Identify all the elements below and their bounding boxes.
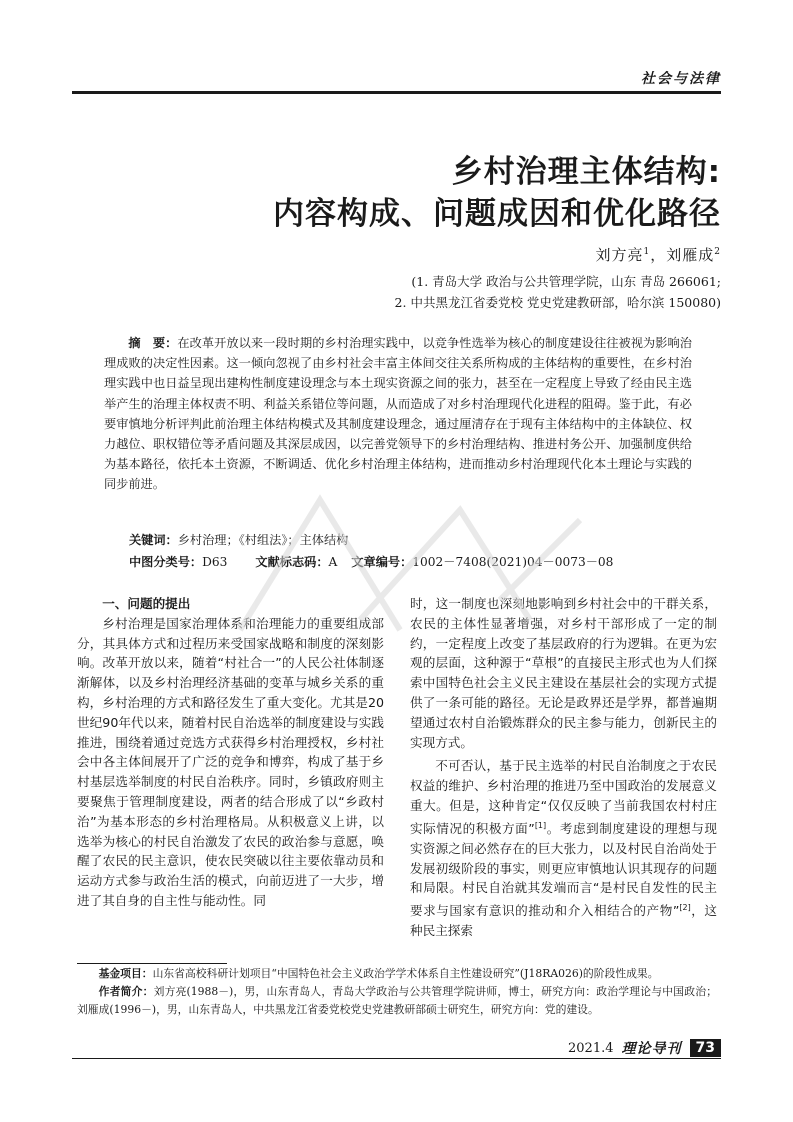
author-2: 刘雁成 [666,246,715,264]
doc-code-value: A [328,555,338,569]
body-paragraph: 乡村治理是国家治理体系和治理能力的重要组成部分，其具体方式和过程历来受国家战略和制度的深刻影响。改革开放以来，随着“村社合一”的人民公社体制逐渐解体，以及乡村治理经济基础的变革与城乡关系的重构，乡村治理的方式和路径发生了重大变化。尤其是20世纪90年代以来，随着村民自治选举的制度建设与实践推进，围绕着通过竞选方式获得乡村治理授权，乡村社会中各主体间展开了广泛的竞争和博弈，构成了基于乡村基层选举制度的村民自治秩序。同时，乡镇政府则主要聚焦于管理制度建设，两者的结合形成了以“乡政村治”为基本形态的乡村治理格局。从积极意义上讲，以选举为核心的村民自治激发了农民的政治参与意愿，唤醒了农民的民主意识，使农民突破以往主要依靠动员和运动方式参与政治生活的模式，向前迈进了一大步，增进了其自身的自主性与能动性。同 [77,615,384,908]
clc-label: 中图分类号： [129,555,203,569]
body-column-left [77,594,384,911]
abstract-text: 在改革开放以来一段时期的乡村治理实践中，以竞争性选举为核心的制度建设往往被视为影响治理成败的决定性因素。这一倾向忽视了由乡村社会丰富主体间交往关系所构成的主体结构的重要性，在乡村治理实践中也日益呈现出建构性制度建设理念与本土现实资源之间的张力，甚至在一定程度上导致了经由民主选举产生的治理主体权责不明、利益关系错位等问题，从而造成了对乡村治理现代化进程的阻碍。鉴于此，有必要审慎地分析评判此前治理主体结构模式及其制度建设理念，通过厘清存在于现有主体结构中的主体缺位、权力越位、职权错位等矛盾问题及其深层成因，以完善党领导下的乡村治理结构、推进村务公开、加强制度供给为基本路径，依托本土资源，不断调适、优化乡村治理主体结构，进而推动乡村治理现代化本土理论与实践的同步前进。 [104,336,692,492]
fund-label: 基金项目： [98,967,153,980]
page-footer [568,1038,721,1058]
abstract-label: 摘 要： [128,336,178,350]
fund-note [77,965,717,983]
classification-line [129,553,613,570]
page-number: 73 [690,1039,721,1057]
keywords [129,531,348,548]
footnotes [77,965,717,1019]
body-text: 不可否认，基于民主选举的村民自治制度之于农民权益的维护、乡村治理的推进乃至中国政治的发展意义重大。但是，这种肯定“仅仅反映了当前我国农村村庄实际情况的积极方面” [410,758,717,836]
author-bio-text: 刘方亮(1988－)，男，山东青岛人，青岛大学政治与公共管理学院讲师，博士，研究方向：政治学理论与中国政治；刘雁成(1996－)，男，山东青岛人，中共黑龙江省委党校党史党建教研部硕士研究生，研究方向：党的建设。 [77,985,718,1016]
citation-ref: [1] [534,820,547,830]
footnote-rule [77,963,227,964]
doc-code-label: 文献标志码： [255,555,329,569]
clc-value: D63 [202,555,228,569]
author-bio-note [77,983,717,1019]
abstract [104,333,692,495]
affiliation-1: (1. 青岛大学 政治与公共管理学院，山东 青岛 266061; [411,274,721,289]
issue-date: 2021.4 [568,1040,614,1056]
body-paragraph: 时，这一制度也深刻地影响到乡村社会中的干群关系，农民的主体性显著增强，对乡村干部形成了一定的制约，一定程度上改变了基层政府的行为逻辑。在更为宏观的层面，这种源于“草根”的直接民主形式也为人们探索中国特色社会主义民主建设在基层社会的实现方式提供了一条可能的路径。无论是政界还是学界，都普遍期望通过农村自治锻炼群众的民主参与能力，创新民主的实现方式。 [410,596,717,750]
section-heading: 一、问题的提出 [102,596,191,611]
author-2-sup: 2 [714,247,721,257]
author-bio-label: 作者简介： [98,985,154,998]
article-number-label: 文章编号： [351,555,413,569]
author-separator: ， [650,246,667,264]
body-paragraph [410,756,717,941]
section-label: 社会与法律 [641,71,721,87]
affiliation-2: 2. 中共黑龙江省委党校 党史党建教研部，哈尔滨 150080) [394,295,721,310]
journal-name: 理论导刊 [621,1041,682,1057]
citation-ref: [2] [679,903,691,913]
body-column-right [410,594,717,941]
body-text: ，这种民主探索 [410,903,718,939]
keywords-text: 乡村治理；《村组法》；主体结构 [177,533,349,547]
article-title-line-1: 乡村治理主体结构: [451,154,721,190]
keywords-label: 关键词： [129,533,178,547]
article-title-line-2: 内容构成、问题成因和优化路径 [273,196,721,232]
body-text: 。考虑到制度建设的理想与现实资源之间必然存在的巨大张力，以及村民自治尚处于发展初级阶段的事实，则更应审慎地认识其现存的问题和局限。村民自治就其发端而言“是村民自发性的民主要求与国家有意识的推动和介入相结合的产物” [410,820,718,919]
footer-rule [72,1058,721,1059]
header-rule [72,91,721,94]
article-number-value: 1002－7408(2021)04－0073－08 [412,555,614,569]
author-1: 刘方亮 [595,246,644,264]
authors [595,244,721,265]
fund-text: 山东省高校科研计划项目“中国特色社会主义政治学学术体系自主性建设研究”(J18RA026)的阶段性成果。 [152,967,659,980]
author-1-sup: 1 [643,247,651,257]
